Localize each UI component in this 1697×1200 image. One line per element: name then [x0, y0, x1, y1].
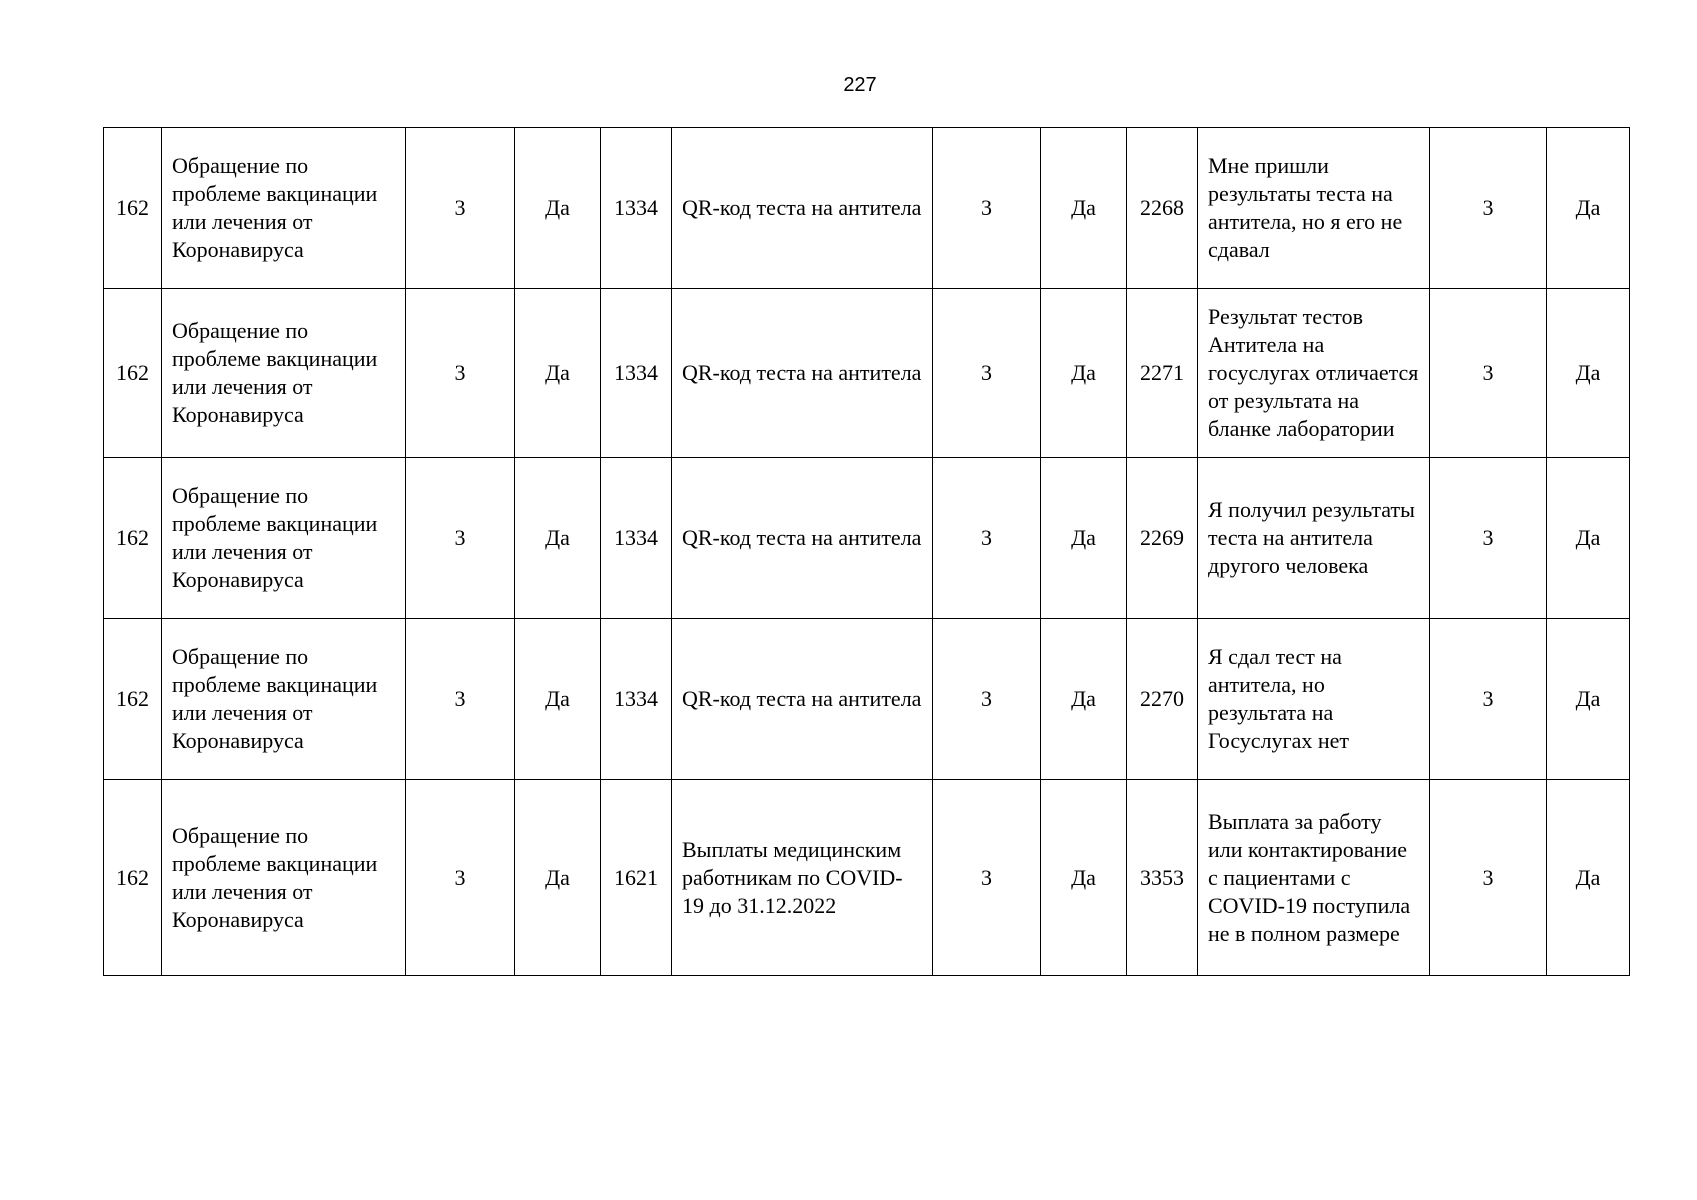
subcategory-name-cell: QR-код теста на антитела: [672, 619, 933, 780]
subcategory-id-cell: 1334: [601, 619, 672, 780]
category-name-cell: Обращение по проблеме вакцинации или лечения от Коронавируса: [162, 458, 406, 619]
topic-id-cell: 2271: [1127, 289, 1198, 458]
topic-flag-cell: Да: [1547, 289, 1630, 458]
topic-flag-cell: Да: [1547, 128, 1630, 289]
category-flag-cell: Да: [515, 458, 601, 619]
topic-flag-cell: Да: [1547, 780, 1630, 976]
topic-name-cell: Мне пришли результаты теста на антитела, но я его не сдавал: [1198, 128, 1430, 289]
subcategory-name-cell: QR-код теста на антитела: [672, 128, 933, 289]
subcategory-level-cell: 3: [933, 619, 1041, 780]
topic-level-cell: 3: [1430, 289, 1547, 458]
topic-id-cell: 2268: [1127, 128, 1198, 289]
topic-level-cell: 3: [1430, 128, 1547, 289]
page-number: 227: [843, 74, 877, 96]
topic-level-cell: 3: [1430, 619, 1547, 780]
category-flag-cell: Да: [515, 780, 601, 976]
subcategory-id-cell: 1334: [601, 458, 672, 619]
category-level-cell: 3: [406, 619, 515, 780]
category-name-cell: Обращение по проблеме вакцинации или лечения от Коронавируса: [162, 619, 406, 780]
subcategory-name-cell: QR-код теста на антитела: [672, 458, 933, 619]
topic-id-cell: 2270: [1127, 619, 1198, 780]
table-row: [104, 780, 1630, 976]
table-row: [104, 619, 1630, 780]
table-row: [104, 128, 1630, 289]
subcategory-name-cell: Выплаты медицинским работникам по COVID-19 до 31.12.2022: [672, 780, 933, 976]
category-id-cell: 162: [104, 128, 162, 289]
subcategory-id-cell: 1334: [601, 289, 672, 458]
topic-level-cell: 3: [1430, 458, 1547, 619]
category-flag-cell: Да: [515, 619, 601, 780]
subcategory-flag-cell: Да: [1041, 128, 1127, 289]
category-name-cell: Обращение по проблеме вакцинации или лечения от Коронавируса: [162, 128, 406, 289]
category-level-cell: 3: [406, 289, 515, 458]
category-flag-cell: Да: [515, 128, 601, 289]
subcategory-id-cell: 1334: [601, 128, 672, 289]
category-flag-cell: Да: [515, 289, 601, 458]
subcategory-name-cell: QR-код теста на антитела: [672, 289, 933, 458]
topic-level-cell: 3: [1430, 780, 1547, 976]
topic-flag-cell: Да: [1547, 619, 1630, 780]
category-id-cell: 162: [104, 619, 162, 780]
subcategory-level-cell: 3: [933, 780, 1041, 976]
subcategory-id-cell: 1621: [601, 780, 672, 976]
category-id-cell: 162: [104, 458, 162, 619]
table-row: [104, 458, 1630, 619]
subcategory-level-cell: 3: [933, 458, 1041, 619]
subcategory-flag-cell: Да: [1041, 619, 1127, 780]
category-id-cell: 162: [104, 289, 162, 458]
category-id-cell: 162: [104, 780, 162, 976]
subcategory-flag-cell: Да: [1041, 780, 1127, 976]
subcategory-level-cell: 3: [933, 289, 1041, 458]
subcategory-level-cell: 3: [933, 128, 1041, 289]
classifier-table: [103, 127, 1630, 976]
table-row: [104, 289, 1630, 458]
topic-name-cell: Я сдал тест на антитела, но результата на Госуслугах нет: [1198, 619, 1430, 780]
subcategory-flag-cell: Да: [1041, 289, 1127, 458]
topic-id-cell: 2269: [1127, 458, 1198, 619]
subcategory-flag-cell: Да: [1041, 458, 1127, 619]
topic-name-cell: Я получил результаты теста на антитела другого человека: [1198, 458, 1430, 619]
topic-name-cell: Выплата за работу или контактирование с пациентами с COVID-19 поступила не в полном размере: [1198, 780, 1430, 976]
topic-flag-cell: Да: [1547, 458, 1630, 619]
category-level-cell: 3: [406, 780, 515, 976]
topic-name-cell: Результат тестов Антитела на госуслугах отличается от результата на бланке лаборатории: [1198, 289, 1430, 458]
category-level-cell: 3: [406, 128, 515, 289]
topic-id-cell: 3353: [1127, 780, 1198, 976]
category-name-cell: Обращение по проблеме вакцинации или лечения от Коронавируса: [162, 780, 406, 976]
category-name-cell: Обращение по проблеме вакцинации или лечения от Коронавируса: [162, 289, 406, 458]
category-level-cell: 3: [406, 458, 515, 619]
